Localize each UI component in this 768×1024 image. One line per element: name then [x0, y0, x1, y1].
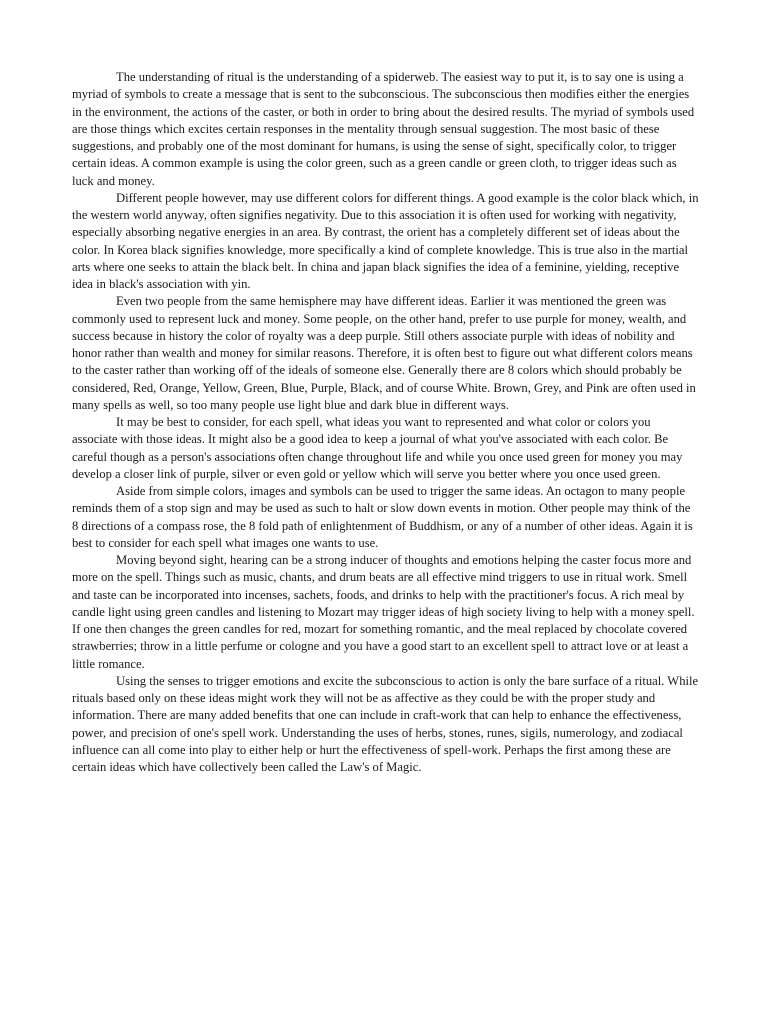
paragraph-3: Even two people from the same hemisphere may have different ideas. Earlier it was mentioned the green was commonly used to represent luck and money. Some people, on the other hand, prefer to use purple for money, wealth, and success because in history the color of royalty was a deep purple. Still others associate purple with ideas of nobility and honor rather than wealth and money for similar reasons. Therefore, it is often best to figure out what different colors means to the caster rather than working off of the ideals of someone else. Generally there are 8 colors which should probably be considered, Red, Orange, Yellow, Green, Blue, Purple, Black, and of course White. Brown, Grey, and Pink are often used in many spells as well, so too many people use light blue and dark blue in different ways.	[72, 294, 696, 412]
document-page	[72, 69, 699, 776]
paragraph-2: Different people however, may use different colors for different things. A good example is the color black which, in the western world anyway, often signifies negativity. Due to this association it is often used for working with negativity, especially absorbing negative energies in an area. By contrast, the orient has a completely different set of ideas about the color. In Korea black signifies knowledge, more specifically a kind of complete knowledge. This is true also in the martial arts where one seeks to attain the black belt. In china and japan black signifies the idea of a feminine, yielding, receptive idea in black's association with yin.	[72, 190, 699, 291]
paragraph-7: Using the senses to trigger emotions and excite the subconscious to action is only the bare surface of a ritual. While rituals based only on these ideas might work they will not be as affective as they could be with the proper study and information. There are many added benefits that one can include in craft-work that can help to enhance the effectiveness, power, and precision of one's spell work. Understanding the uses of herbs, stones, runes, sigils, numerology, and zodiacal influence can all come into play to either help or hurt the effectiveness of spell-work. Perhaps the first among these are certain ideas which have collectively been called the Law's of Magic.	[72, 673, 699, 774]
paragraph-5: Aside from simple colors, images and symbols can be used to trigger the same ideas. An octagon to many people reminds them of a stop sign and may be used as such to halt or slow down events in motion. Other people may think of the 8 directions of a compass rose, the 8 fold path of enlightenment of Buddhism, or any of a number of other ideas. Again it is best to consider for each spell what images one wants to use.	[72, 484, 693, 550]
paragraph-6: Moving beyond sight, hearing can be a strong inducer of thoughts and emotions helping the caster focus more and more on the spell. Things such as music, chants, and drum beats are all effective mind triggers to use in ritual work. Smell and taste can be incorporated into incenses, sachets, foods, and drinks to help with the practitioner's focus. A rich meal by candle light using green candles and listening to Mozart may trigger ideas of high society living to help with a money spell. If one then changes the green candles for red, mozart for something romantic, and the meal replaced by chocolate covered strawberries; throw in a little perfume or cologne and you have a good start to an excellent spell to attract love or at least a little romance.	[72, 553, 695, 671]
paragraph-1: The understanding of ritual is the understanding of a spiderweb. The easiest way to put it, is to say one is using a myriad of symbols to create a message that is sent to the subconscious. The subconscious then modifies either the energies in the environment, the actions of the caster, or both in order to bring about the desired results. The myriad of symbols used are those things which excites certain responses in the mentality through sensual suggestion. The most basic of these suggestions, and probably one of the most dominant for humans, is using the sense of sight, specifically color, to trigger certain ideas. A common example is using the color green, such as a green candle or green cloth, to trigger ideas such as luck and money.	[72, 70, 695, 188]
paragraph-4: It may be best to consider, for each spell, what ideas you want to represented and what color or colors you associate with those ideas. It might also be a good idea to keep a journal of what you've associated with each color. Be careful though as a person's associations often change throughout life and while you once used green for money you may develop a closer link of purple, silver or even gold or yellow which will serve you better where you once used green.	[72, 415, 683, 481]
